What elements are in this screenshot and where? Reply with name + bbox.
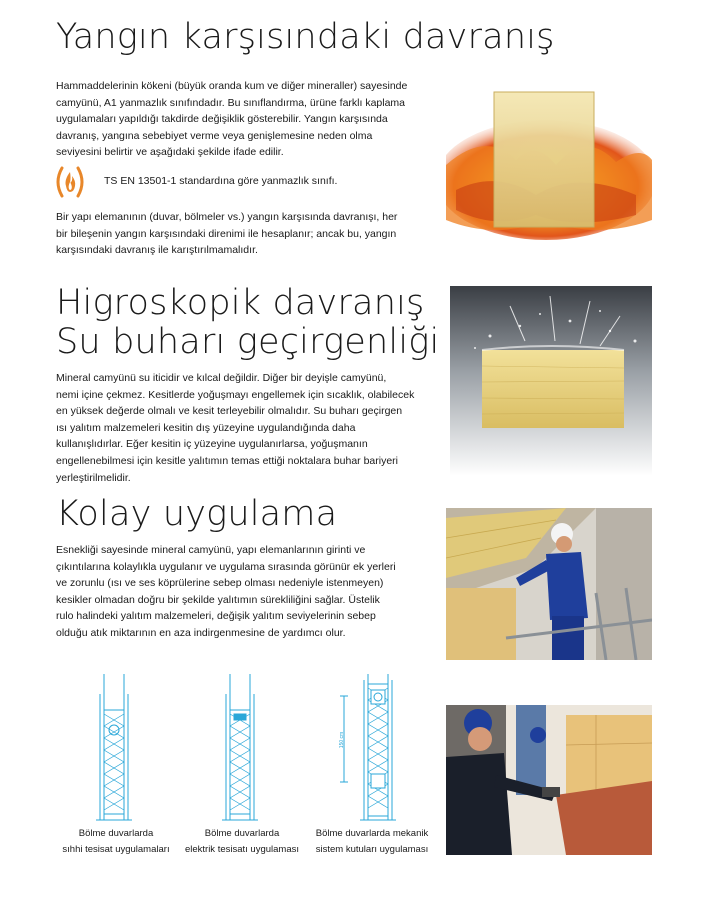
text-line: Esnekliği sayesinde mineral camyünü, yapı elemanlarının girinti ve — [56, 544, 366, 556]
text-line: Hammaddelerinin kökeni (büyük oranda kum ve diğer mineraller) sayesinde — [56, 80, 408, 92]
text-line: karşısındaki davranış ile karıştırılmamalıdır. — [56, 244, 258, 257]
text-line: kullanışlıdırlar. Eğer kesitin iç yüzeyine uygulanırlarsa, yoğuşmanın — [56, 438, 368, 451]
diagram-plumbing — [80, 674, 150, 824]
hygro-section-title-line-1: Higroskopik davranış — [56, 283, 425, 323]
diagram-caption-electrical — [172, 826, 312, 858]
fire-paragraph-2 — [56, 209, 416, 259]
text-line: seviyesini belirtir ve aşağıdaki şekilde ifade edilir. — [56, 146, 284, 159]
fire-section-title: Yangın karşısındaki davranış — [56, 17, 555, 57]
text-line: davranış, yangına sebebiyet verme veya genişlemesine neden olma — [56, 129, 373, 142]
diagram-caption-plumbing — [46, 826, 186, 858]
text-line: camyünü, A1 yanmazlık sınıfındadır. Bu sınıflandırma, ürüne farklı kaplama — [56, 96, 406, 109]
text-line: yerleştirilmelidir. — [56, 471, 131, 484]
text-line: ısı yalıtım malzemeleri kesitin dış yüzeyine uygulandığında daha — [56, 421, 356, 434]
hygro-section-title-line-2: Su buharı geçirgenliği — [56, 322, 440, 362]
standard-text: TS EN 13501-1 standardına göre yanmazlık sınıfı. — [104, 175, 338, 187]
worker-ceiling-image — [446, 508, 652, 660]
text-line: engellenebilmesi için kesitle yalıtımın temas ettiği noktalara buhar bariyeri — [56, 454, 398, 467]
easy-section-title: Kolay uygulama — [56, 494, 338, 534]
fire-wool-image — [446, 70, 652, 255]
dimension-label: 150 cm — [339, 731, 345, 749]
hygro-paragraph — [56, 370, 416, 486]
text-line: ve zorunlu (ısı ve ses köprülerine sebep olması nedeniyle istenmeyen) — [56, 577, 384, 590]
text-line: rulo halindeki yalıtım malzemeleri, değişik yalıtım seviyelerinin sebep — [56, 610, 376, 623]
diagram-mechanical — [330, 674, 410, 824]
caption-line: Bölme duvarlarda mekanik — [315, 828, 429, 839]
text-line: uygulamaları yapıldığı takdirde değişiklik gösterebilir. Yangın karşısında — [56, 113, 388, 126]
text-line: kesikler olmadan doğru bir şekilde yalıtımın sürekliliğini sağlar. Üstelik — [56, 593, 380, 606]
diagram-caption-mechanical — [302, 826, 442, 858]
text-line: olduğu atık miktarının en aza indirgenmesine de yardımcı olur. — [56, 626, 346, 639]
fire-paragraph-1 — [56, 78, 416, 161]
text-line: bir bileşenin yangın karşısındaki direnimi ile hesaplanır; ancak bu, yangın — [56, 227, 397, 240]
water-wool-image — [450, 286, 652, 476]
text-line: çıkıntılarına kolaylıkla uygulanır ve uygulama sırasında görünür ek yerleri — [56, 560, 396, 573]
caption-line: elektrik tesisatı uygulaması — [184, 844, 300, 855]
worker-facade-image — [446, 705, 652, 855]
fire-class-icon — [56, 164, 84, 200]
caption-line: Bölme duvarlarda — [78, 828, 154, 839]
text-line: Bir yapı elemanının (duvar, bölmeler vs.) yangın karşısında davranışı, her — [56, 211, 398, 223]
easy-paragraph — [56, 542, 416, 642]
text-line: en yüksek değerde olmalı ve kesit terleyebilir olmalıdır. Su buharı geçirgen — [56, 405, 403, 418]
caption-line: sistem kutuları uygulaması — [315, 844, 429, 855]
caption-line: sıhhi tesisat uygulamaları — [62, 844, 170, 855]
text-line: Mineral camyünü su iticidir ve kılcal değildir. Diğer bir deyişle camyünü, — [56, 372, 387, 384]
caption-line: Bölme duvarlarda — [204, 828, 280, 839]
text-line: nemi içine çekmez. Kesitlerde yoğuşmayı engellemek için sıcaklık, olabilecek — [56, 388, 415, 401]
diagram-electrical — [206, 674, 276, 824]
